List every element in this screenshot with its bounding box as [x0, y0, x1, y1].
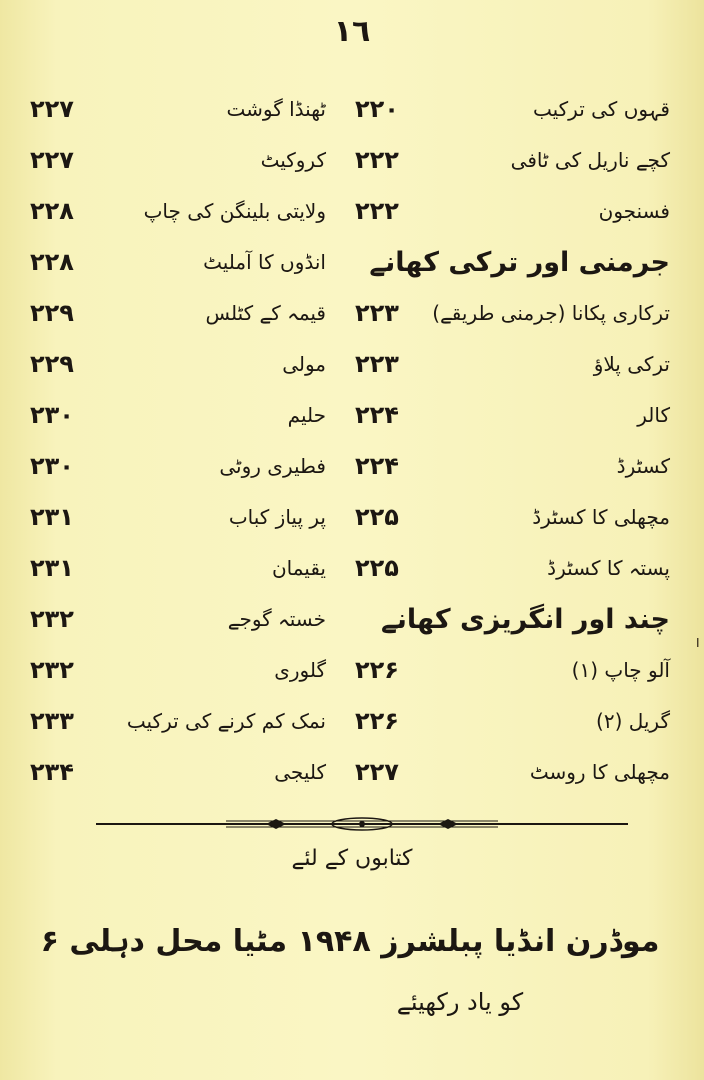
left-entry-title: ٹھنڈا گوشت — [226, 97, 326, 121]
right-entry-page: ۲۲۲ — [355, 197, 399, 225]
contents-row — [0, 135, 704, 186]
right-entry-page: ۲۲۶ — [355, 707, 399, 735]
contents-row — [0, 186, 704, 237]
left-entry-title: یقیمان — [271, 556, 326, 580]
left-entry-title: کروکیٹ — [260, 148, 326, 172]
left-entry-page: ۲۲۹ — [30, 350, 74, 378]
contents-row — [0, 441, 704, 492]
contents-row — [0, 390, 704, 441]
left-entry-page: ۲۳۱ — [30, 503, 74, 531]
footer-label: کتابوں کے لئے — [291, 846, 413, 871]
page-number: ١٦ — [333, 14, 371, 49]
section-heading-german-turkish: جرمنی اور ترکی کھانے — [369, 247, 670, 278]
right-entry-title: آلو چاپ (۱) — [571, 658, 670, 682]
left-entry-page: ۲۲۷ — [30, 95, 74, 123]
right-entry-title: پستہ کا کسٹرڈ — [547, 556, 670, 580]
left-entry-title: پر پیاز کباب — [228, 505, 326, 529]
right-entry-title: ترکی پلاؤ — [593, 352, 670, 376]
left-entry-title: حلیم — [287, 403, 326, 427]
footer-tail: کو یاد رکھیئے — [396, 988, 524, 1016]
left-entry-title: نمک کم کرنے کی ترکیب — [126, 709, 326, 733]
right-entry-title: مچھلی کا کسٹرڈ — [532, 505, 670, 529]
left-entry-page: ۲۲۸ — [30, 197, 74, 225]
margin-mark: ı — [695, 632, 700, 651]
contents-row — [0, 84, 704, 135]
contents-list — [0, 84, 704, 798]
left-entry-page: ۲۳۲ — [30, 656, 74, 684]
contents-row — [0, 288, 704, 339]
right-entry-title: ترکاری پکانا (جرمنی طریقے) — [432, 301, 670, 325]
contents-row — [0, 543, 704, 594]
left-entry-page: ۲۳۴ — [30, 758, 74, 786]
right-entry-page: ۲۲۳ — [355, 299, 399, 327]
right-entry-page: ۲۲۴ — [355, 452, 399, 480]
right-entry-page: ۲۲۵ — [355, 554, 399, 582]
contents-row — [0, 696, 704, 747]
right-entry-page: ۲۲۳ — [355, 350, 399, 378]
left-entry-title: ولایتی بلینگن کی چاپ — [143, 199, 326, 223]
left-entry-page: ۲۳۰ — [30, 401, 74, 429]
left-entry-title: قیمہ کے کٹلس — [205, 301, 326, 325]
left-entry-title: فطیری روٹی — [219, 454, 326, 478]
left-entry-page: ۲۲۷ — [30, 146, 74, 174]
left-entry-page: ۲۲۸ — [30, 248, 74, 276]
left-entry-page: ۲۳۳ — [30, 707, 74, 735]
right-entry-page: ۲۲۷ — [355, 758, 399, 786]
right-entry-title: کچے ناریل کی ٹافی — [510, 148, 670, 172]
contents-row — [0, 594, 704, 645]
right-entry-page: ۲۲۵ — [355, 503, 399, 531]
right-entry-title: گریل (۲) — [596, 709, 670, 733]
right-entry-page: ۲۲۲ — [355, 146, 399, 174]
left-entry-title: خستہ گوجے — [227, 607, 326, 631]
right-entry-title: کالر — [637, 403, 670, 427]
publisher-line: موڈرن انڈیا پبلشرز ۱۹۴۸ مٹیا محل دہلی ۶ — [40, 924, 660, 959]
left-entry-title: کلیجی — [274, 760, 326, 784]
left-entry-page: ۲۳۰ — [30, 452, 74, 480]
left-entry-title: گلوری — [274, 658, 326, 682]
contents-row — [0, 645, 704, 696]
section-heading-english: چند اور انگریزی کھانے — [380, 604, 670, 635]
contents-row — [0, 237, 704, 288]
right-entry-title: کسٹرڈ — [616, 454, 670, 478]
left-entry-title: انڈوں کا آملیٹ — [203, 250, 326, 274]
left-entry-page: ۲۳۲ — [30, 605, 74, 633]
contents-row — [0, 492, 704, 543]
right-entry-title: مچھلی کا روسٹ — [529, 760, 670, 784]
ornamental-divider — [96, 816, 628, 832]
right-entry-page: ۲۲۴ — [355, 401, 399, 429]
right-entry-title: فسنجون — [598, 199, 670, 223]
left-entry-page: ۲۲۹ — [30, 299, 74, 327]
contents-row — [0, 747, 704, 798]
right-entry-page: ۲۲۰ — [355, 95, 399, 123]
left-entry-title: مولی — [282, 352, 326, 376]
left-entry-page: ۲۳۱ — [30, 554, 74, 582]
right-entry-page: ۲۲۶ — [355, 656, 399, 684]
right-entry-title: قہوں کی ترکیب — [532, 97, 670, 121]
contents-row — [0, 339, 704, 390]
